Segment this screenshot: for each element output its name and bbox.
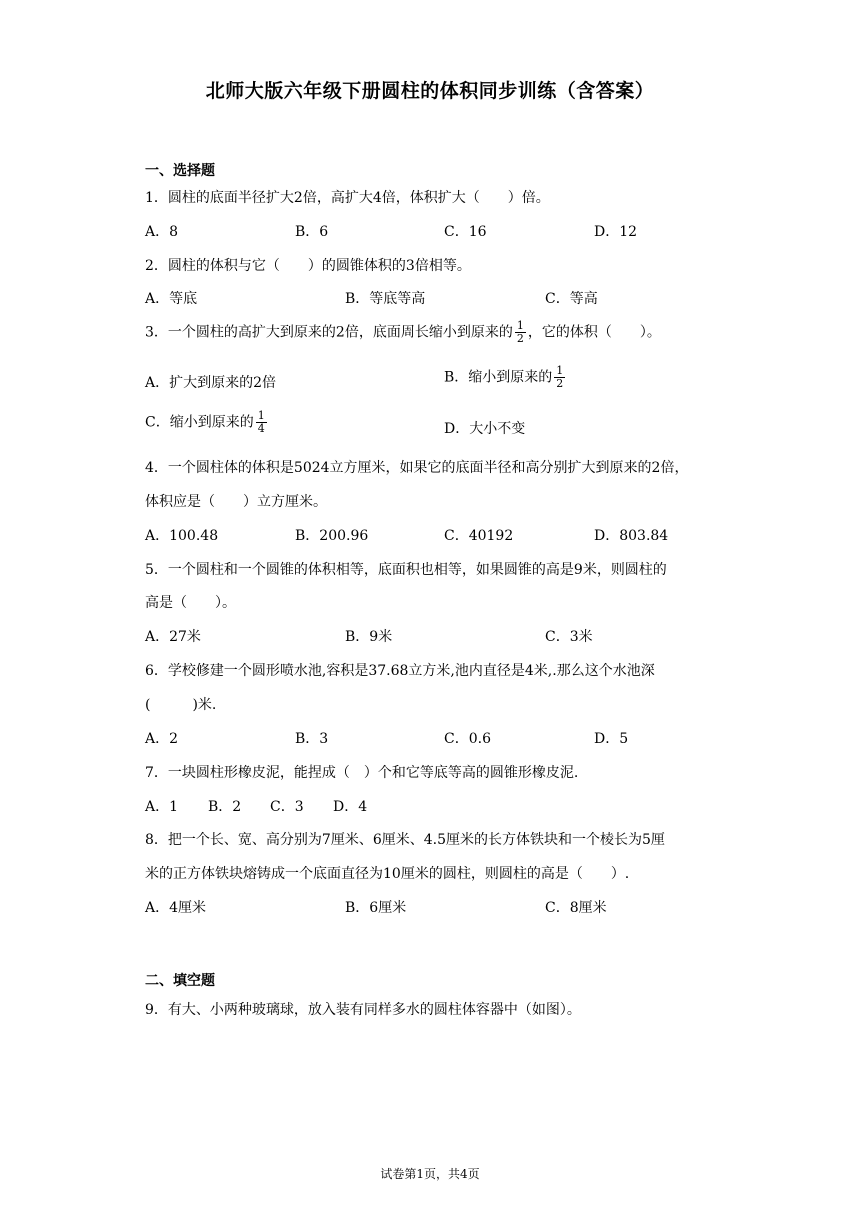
q6-option-b: B．3 xyxy=(295,731,329,747)
q3-option-b-num: 1 xyxy=(556,364,564,377)
question-2: 2．圆柱的体积与它（ ）的圆锥体积的3倍相等。 xyxy=(145,258,471,274)
q8-option-c: C．8厘米 xyxy=(545,900,607,916)
q4-option-b: B．200.96 xyxy=(295,528,369,544)
q3-option-c xyxy=(145,410,269,435)
q1-option-c: C．16 xyxy=(444,224,487,240)
section-heading-fill: 二、填空题 xyxy=(145,973,215,989)
q5-option-b: B．9米 xyxy=(345,629,393,645)
q3-frac-den: 2 xyxy=(516,332,524,345)
q2-option-c: C．等高 xyxy=(545,291,598,307)
q8-option-b: B．6厘米 xyxy=(345,900,407,916)
question-6-line-2: ( )米. xyxy=(145,697,217,713)
q3-option-b-fraction xyxy=(554,365,565,390)
question-8-line-2: 米的正方体铁块熔铸成一个底面直径为10厘米的圆柱，则圆柱的高是（ ）. xyxy=(145,866,630,882)
q7-option-a: A．1 xyxy=(145,799,179,815)
q1-option-d: D．12 xyxy=(594,224,638,240)
q1-option-a: A．8 xyxy=(145,224,179,240)
q3-option-a: A．扩大到原来的2倍 xyxy=(145,375,277,391)
q4-option-a: A．100.48 xyxy=(145,528,219,544)
q3-option-d: D．大小不变 xyxy=(444,421,526,437)
question-3 xyxy=(145,320,661,345)
question-4-line-1: 4．一个圆柱体的体积是5024立方厘米，如果它的底面半径和高分别扩大到原来的2倍， xyxy=(145,460,689,476)
q8-option-a: A．4厘米 xyxy=(145,900,207,916)
question-9: 9．有大、小两种玻璃球，放入装有同样多水的圆柱体容器中（如图）。 xyxy=(145,1002,581,1018)
question-7: 7．一块圆柱形橡皮泥，能捏成（ ）个和它等底等高的圆锥形橡皮泥. xyxy=(145,765,579,781)
q6-option-a: A．2 xyxy=(145,731,179,747)
q3-text-post: ，它的体积（ ）。 xyxy=(527,324,661,341)
page-title: 北师大版六年级下册圆柱的体积同步训练（含答案） xyxy=(205,80,655,102)
q7-option-c: C．3 xyxy=(270,799,304,815)
question-1: 1．圆柱的底面半径扩大2倍，高扩大4倍，体积扩大（ ）倍。 xyxy=(145,190,550,206)
q6-option-c: C．0.6 xyxy=(444,731,491,747)
q3-option-c-den: 4 xyxy=(257,422,265,435)
question-4-line-2: 体积应是（ ）立方厘米。 xyxy=(145,494,327,510)
page-footer: 试卷第1页，共4页 xyxy=(380,1167,480,1181)
q7-option-d: D．4 xyxy=(333,799,368,815)
question-8-line-1: 8．把一个长、宽、高分别为7厘米、6厘米、4.5厘米的长方体铁块和一个棱长为5厘 xyxy=(145,832,665,848)
q3-option-c-fraction xyxy=(256,410,267,435)
question-5-line-1: 5．一个圆柱和一个圆锥的体积相等，底面积也相等，如果圆锥的高是9米，则圆柱的 xyxy=(145,562,667,578)
q4-option-c: C．40192 xyxy=(444,528,514,544)
q3-option-c-num: 1 xyxy=(257,409,265,422)
q2-option-a: A．等底 xyxy=(145,291,198,307)
section-heading-choice: 一、选择题 xyxy=(145,163,215,179)
q3-option-b-text: B．缩小到原来的 xyxy=(444,369,553,386)
q3-text-pre: 3．一个圆柱的高扩大到原来的2倍，底面周长缩小到原来的 xyxy=(145,324,513,341)
question-5-line-2: 高是（ ）。 xyxy=(145,595,236,611)
q3-option-c-text: C．缩小到原来的 xyxy=(145,414,254,431)
question-6-line-1: 6．学校修建一个圆形喷水池,容积是37.68立方米,池内直径是4米,.那么这个水池深 xyxy=(145,663,655,679)
q7-option-b: B．2 xyxy=(208,799,242,815)
q1-option-b: B．6 xyxy=(295,224,329,240)
q5-option-a: A．27米 xyxy=(145,629,201,645)
q5-option-c: C．3米 xyxy=(545,629,593,645)
q4-option-d: D．803.84 xyxy=(594,528,669,544)
q2-option-b: B．等底等高 xyxy=(345,291,426,307)
q3-option-b-den: 2 xyxy=(556,377,564,390)
q6-option-d: D．5 xyxy=(594,731,629,747)
q3-fraction xyxy=(515,320,526,345)
q3-frac-num: 1 xyxy=(516,319,524,332)
q3-option-b xyxy=(444,365,567,390)
